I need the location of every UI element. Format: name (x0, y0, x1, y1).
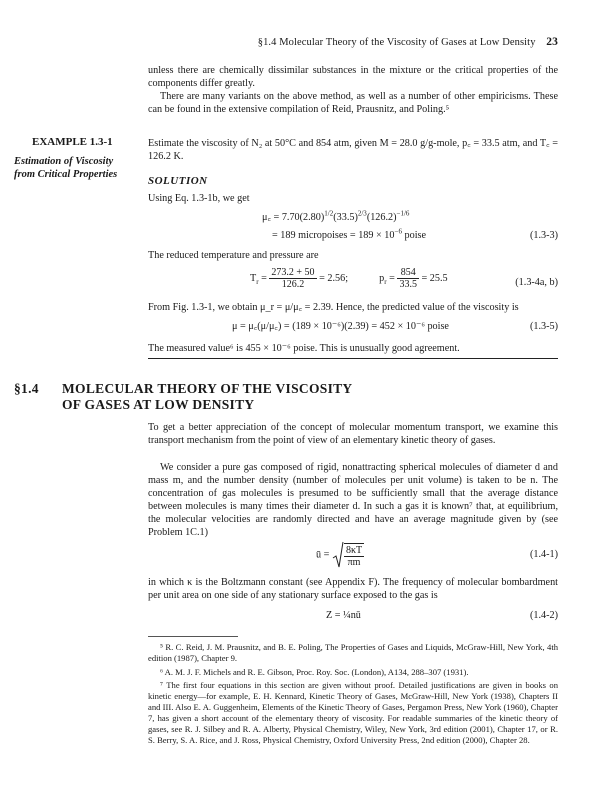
equation-number-1-3-3: (1.3-3) (529, 230, 558, 241)
equation-1-3-3-line-2 (272, 229, 426, 242)
footnote-5: ⁵ R. C. Reid, J. M. Prausnitz, and B. E. Poling, The Properties of Gases and Liquids, McGraw-Hill, New York, 4th edition (1987), Chapter 9. (148, 642, 558, 663)
example-subtitle-line-2: from Critical Properties (14, 169, 118, 180)
eq1-line2-exp: −6 (394, 227, 402, 236)
tr-denominator: 126.2 (281, 279, 305, 290)
equation-1-3-5: μ = μ꜀(μ/μ꜀) = (189 × 10⁻⁶)(2.39) = 452 × 10⁻⁶ poise (232, 321, 449, 332)
equation-1-3-3-line-1 (262, 211, 409, 224)
pr-numerator: 854 (397, 267, 419, 279)
example-problem: Estimate the viscosity of N₂ at 50°C and 854 atm, given M = 28.0 g/g-mole, p꜀ = 33.5 atm, and T꜀ = 126.2 K. (148, 138, 558, 162)
eq1-line2-unit: poise (401, 230, 427, 241)
sqrt-radical (332, 541, 364, 569)
eq1-exp-b: 2/3 (357, 209, 367, 218)
using-eq-text: Using Eq. 1.3-1b, we get (148, 193, 250, 204)
intro-paragraph-2: There are many variants on the above method, as well as a number of other empiricisms. These can be found in the extensive compilation of Reid, Prausnitz, and Poling.⁵ (148, 91, 558, 115)
equation-1-3-4: $T_r$ = $\frac{273.2 + 50}{126.2}$ = 2.56; $p_r$ = $\frac{854}{33.5}$ = 25.5 (250, 267, 448, 290)
pr-denominator: 33.5 (399, 279, 417, 290)
pr-sub: r (384, 277, 387, 286)
pr-fraction (397, 267, 419, 290)
example-label: EXAMPLE 1.3-1 (32, 136, 113, 148)
equation-1-4-2: Z = ¼nū (326, 610, 361, 621)
example-subtitle (14, 155, 144, 181)
section-title-line-1: MOLECULAR THEORY OF THE VISCOSITY (62, 381, 353, 396)
measured-value-text: The measured value⁶ is 455 × 10⁻⁶ poise. This is unusually good agreement. (148, 343, 460, 354)
footnote-6: ⁶ A. M. J. F. Michels and R. E. Gibson, Proc. Roy. Soc. (London), A134, 288–307 (1931). (160, 667, 469, 677)
section-paragraph-1: To get a better appreciation of the concept of molecular momentum transport, we examine this transport mechanism from the point of view of an elementary kinetic theory of gases. (148, 422, 558, 446)
section-number: §1.4 (14, 381, 39, 396)
eq1-line2-text: = 189 micropoises = 189 × 10 (272, 230, 395, 241)
eq4-lhs: ū = (316, 549, 330, 561)
pr-symbol: p (379, 272, 385, 284)
equation-number-1-3-5: (1.3-5) (529, 321, 558, 332)
pr-value: = 25.5 (421, 272, 448, 284)
section-title-line-2: OF GASES AT LOW DENSITY (62, 397, 255, 412)
tr-fraction (269, 267, 316, 290)
eq1-part-c: (126.2) (366, 212, 397, 223)
footnote-rule (148, 636, 238, 637)
section-paragraph-3: in which κ is the Boltzmann constant (see Appendix F). The frequency of molecular bombardment per unit area on one side of any stationary surface exposed to the gas is (148, 577, 558, 601)
intro-paragraph-1: unless there are chemically dissimilar substances in the mixture or the critical properties of the components differ greatly. (148, 65, 558, 89)
equation-number-1-4-1: (1.4-1) (529, 549, 558, 560)
eq1-part-a: μ꜀ = 7.70(2.80) (262, 212, 325, 223)
tr-value: = 2.56; (319, 272, 349, 284)
solution-label: SOLUTION (148, 175, 208, 187)
eq4-denominator: πm (347, 556, 361, 568)
page-number: 23 (546, 36, 558, 48)
reduced-text: The reduced temperature and pressure are (148, 250, 319, 261)
eq1-part-b: (33.5) (333, 212, 358, 223)
example-subtitle-line-1: Estimation of Viscosity (14, 156, 114, 167)
eq4-numerator: 8κT (345, 544, 363, 556)
running-header (258, 36, 558, 48)
equation-number-1-4-2: (1.4-2) (529, 610, 558, 621)
sqrt-sign-icon (332, 541, 344, 569)
eq1-exp-a: 1/2 (324, 209, 334, 218)
tr-numerator: 273.2 + 50 (271, 267, 315, 278)
example-end-rule (148, 358, 558, 359)
figure-text: From Fig. 1.3-1, we obtain μ_r = μ/μ꜀ = 2.39. Hence, the predicted value of the viscosity is (148, 302, 519, 313)
section-paragraph-2: We consider a pure gas composed of rigid, nonattracting spherical molecules of diameter d and mass m, and the number density (number of molecules per unit volume) is taken to be n. The concentration of gas molecules is presumed to be sufficiently small that the average distance between molecules is many times their diameter d. In such a gas it is known⁷ that, at equilibrium, the molecular velocities are randomly directed and have an average magnitude given by (see Problem 1C.1) (148, 462, 558, 538)
equation-number-1-3-4: (1.3-4a, b) (515, 277, 558, 288)
eq1-exp-c: −1/6 (396, 209, 410, 218)
tr-symbol: T (250, 272, 257, 284)
equation-1-4-1 (316, 541, 364, 569)
eq4-fraction (344, 543, 364, 568)
running-title: §1.4 Molecular Theory of the Viscosity of Gases at Low Density (257, 37, 536, 48)
section-title (62, 381, 353, 413)
tr-sub: r (256, 277, 259, 286)
footnote-7: ⁷ The first four equations in this section are given without proof. Detailed justifications are given in books on kinetic energy—for example, E. H. Kennard, Kinetic Theory of Gases, McGraw-Hill, New York (1938), Chapters II and III. Also E. A. Guggenheim, Elements of the Kinetic Theory of Gases, Pergamon Press, New York (1960), Chapter 7, has given a short account of the elementary theory of viscosity. For readable summaries of the kinetic theory of gases, see R. J. Silbey and R. A. Alberty, Physical Chemistry, Wiley, New York, 3rd edition (2001), Chapter 17, or R. S. Berry, S. A. Rice, and J. Ross, Physical Chemistry, Oxford University Press, 2nd edition (2000), Chapter 28. (148, 680, 558, 745)
